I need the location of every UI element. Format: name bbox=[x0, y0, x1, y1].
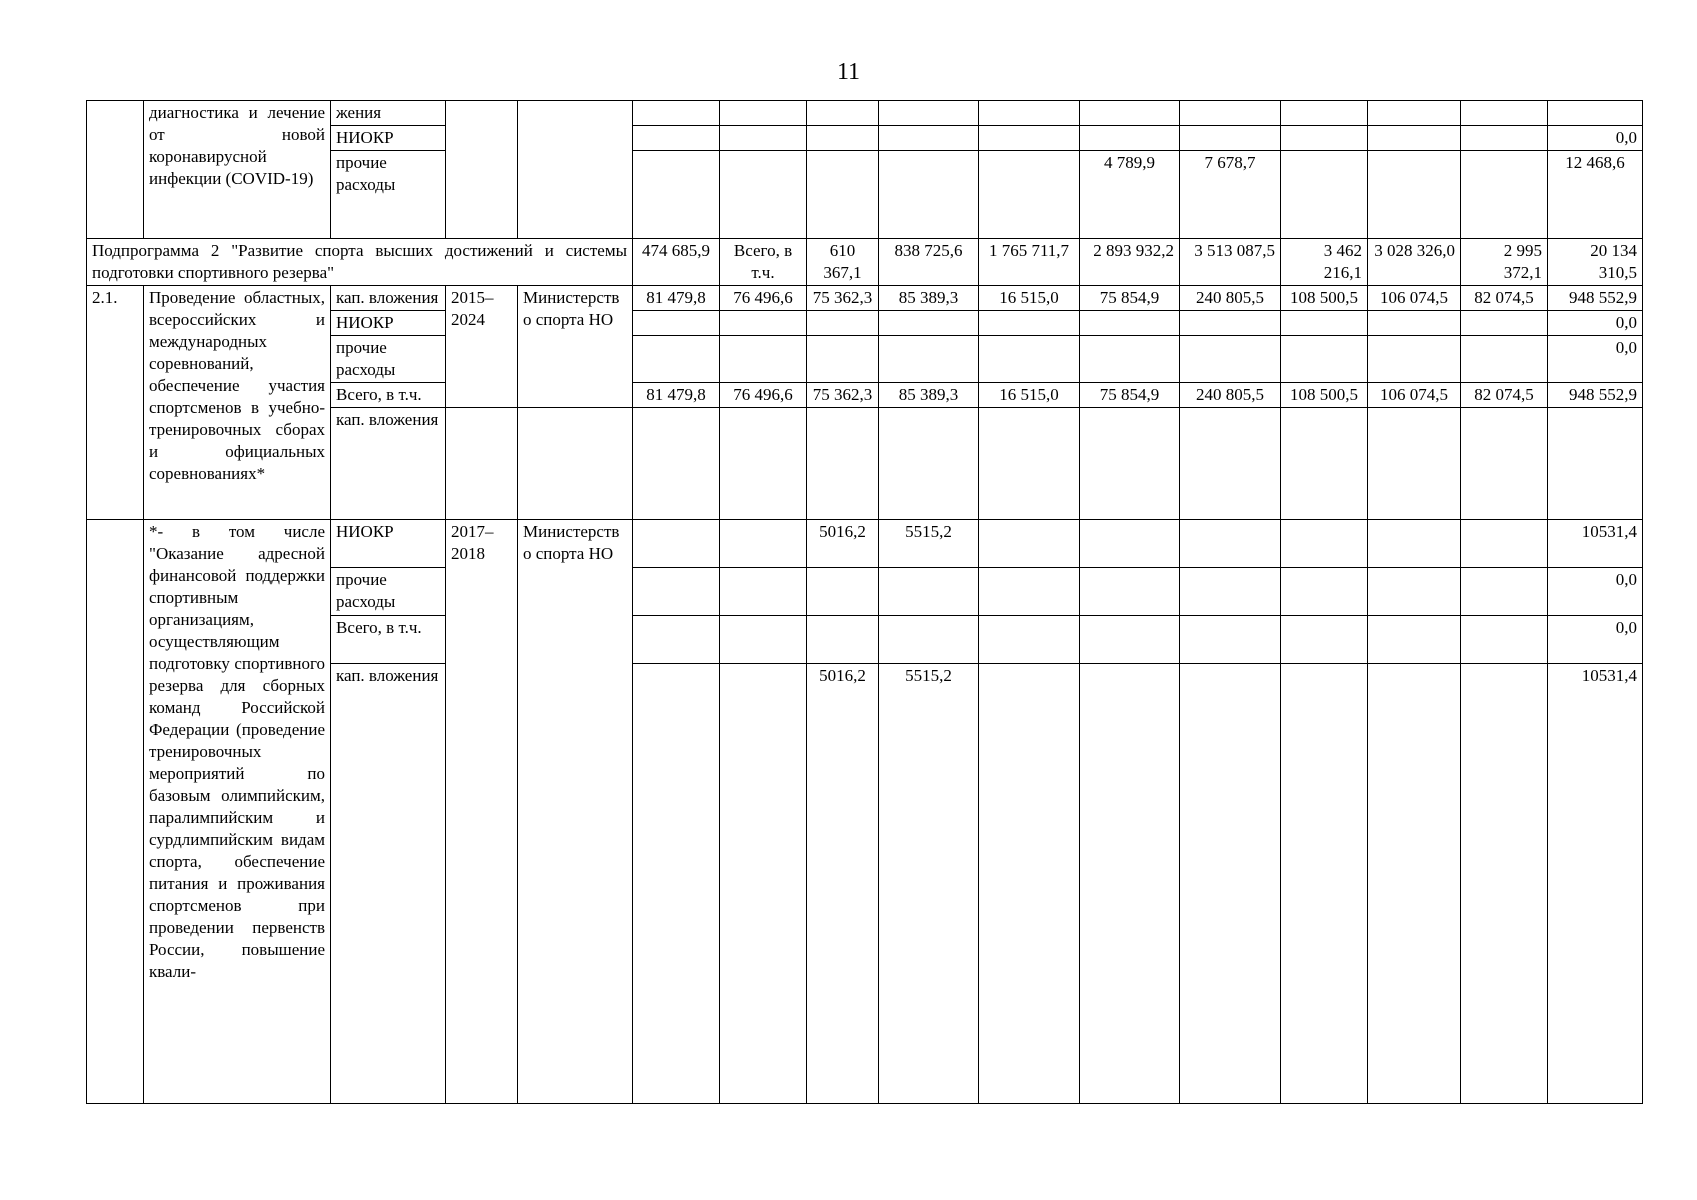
value-cell: 76 496,6 bbox=[720, 286, 807, 311]
value-cell: 3 028 326,0 bbox=[1368, 239, 1461, 286]
value-cell bbox=[633, 126, 720, 151]
value-cell bbox=[879, 126, 979, 151]
value-cell: 5515,2 bbox=[879, 664, 979, 1104]
period-cell: 2017–2018 bbox=[446, 520, 518, 1104]
subprogram-row bbox=[87, 239, 1643, 286]
total-cell: 0,0 bbox=[1548, 126, 1643, 151]
expense-type: Всего, в т.ч. bbox=[331, 616, 446, 664]
total-cell bbox=[1548, 101, 1643, 126]
value-cell bbox=[1080, 664, 1180, 1104]
value-cell bbox=[720, 408, 807, 520]
value-cell bbox=[807, 126, 879, 151]
value-cell bbox=[633, 568, 720, 616]
value-cell bbox=[720, 151, 807, 239]
period-cell: 2015–2024 bbox=[446, 286, 518, 408]
value-cell bbox=[1368, 101, 1461, 126]
executor-cell: Министерство спорта НО bbox=[518, 286, 633, 408]
item-number: 2.1. bbox=[87, 286, 144, 520]
value-cell bbox=[1180, 336, 1281, 383]
value-cell bbox=[879, 336, 979, 383]
subprogram-title: Подпрограмма 2 "Развитие спорта высших достижений и системы подготовки спортивного резерва" bbox=[87, 239, 633, 286]
expense-type: прочие расходы bbox=[331, 336, 446, 383]
value-cell bbox=[807, 311, 879, 336]
value-cell: 474 685,9 bbox=[633, 239, 720, 286]
value-cell bbox=[1180, 408, 1281, 520]
value-cell bbox=[1368, 151, 1461, 239]
value-cell bbox=[1368, 408, 1461, 520]
value-cell: 5016,2 bbox=[807, 520, 879, 568]
value-cell bbox=[1281, 408, 1368, 520]
value-cell bbox=[633, 336, 720, 383]
value-cell bbox=[979, 520, 1080, 568]
total-cell bbox=[1548, 408, 1643, 520]
value-cell bbox=[633, 664, 720, 1104]
table-row bbox=[87, 520, 1643, 568]
value-cell bbox=[979, 616, 1080, 664]
total-cell: 10531,4 bbox=[1548, 520, 1643, 568]
value-cell: 16 515,0 bbox=[979, 383, 1080, 408]
value-cell bbox=[879, 568, 979, 616]
value-cell bbox=[1368, 664, 1461, 1104]
period-cell bbox=[446, 101, 518, 239]
value-cell bbox=[979, 336, 1080, 383]
expense-type: НИОКР bbox=[331, 126, 446, 151]
value-cell: 75 362,3 bbox=[807, 383, 879, 408]
value-cell bbox=[633, 101, 720, 126]
value-cell bbox=[1080, 568, 1180, 616]
value-cell bbox=[1281, 664, 1368, 1104]
value-cell bbox=[807, 151, 879, 239]
expense-type: кап. вложения bbox=[331, 408, 446, 520]
value-cell: 85 389,3 bbox=[879, 383, 979, 408]
value-cell: 75 854,9 bbox=[1080, 383, 1180, 408]
value-cell bbox=[807, 408, 879, 520]
value-cell bbox=[979, 101, 1080, 126]
value-cell bbox=[979, 151, 1080, 239]
value-cell: 240 805,5 bbox=[1180, 286, 1281, 311]
value-cell bbox=[720, 126, 807, 151]
value-cell bbox=[633, 151, 720, 239]
value-cell bbox=[979, 408, 1080, 520]
value-cell bbox=[1461, 520, 1548, 568]
value-cell: 1 765 711,7 bbox=[979, 239, 1080, 286]
total-cell: 948 552,9 bbox=[1548, 286, 1643, 311]
value-cell bbox=[1368, 568, 1461, 616]
total-cell: 0,0 bbox=[1548, 311, 1643, 336]
value-cell bbox=[1281, 568, 1368, 616]
value-cell bbox=[1281, 311, 1368, 336]
value-cell bbox=[807, 568, 879, 616]
value-cell bbox=[879, 151, 979, 239]
value-cell: 82 074,5 bbox=[1461, 383, 1548, 408]
value-cell bbox=[1461, 336, 1548, 383]
total-cell: 20 134 310,5 bbox=[1548, 239, 1643, 286]
value-cell: 5016,2 bbox=[807, 664, 879, 1104]
value-cell bbox=[1281, 101, 1368, 126]
value-cell: 2 995 372,1 bbox=[1461, 239, 1548, 286]
value-cell bbox=[807, 101, 879, 126]
total-cell: 0,0 bbox=[1548, 568, 1643, 616]
value-cell bbox=[979, 311, 1080, 336]
value-cell bbox=[1461, 126, 1548, 151]
measure-name: *- в том числе "Оказание адресной финансовой поддержки спортивным организациям, осуществляющим подготовку спортивного резерва для сборных команд Российской Федерации (проведение тренировочных мероприятий по базовым олимпийским, паралимпийским и сурдлимпийским видам спорта, обеспечение питания и проживания спортсменов при проведении первенств России, повышение квали- bbox=[144, 520, 331, 1104]
executor-cell bbox=[518, 408, 633, 520]
value-cell bbox=[1281, 336, 1368, 383]
value-cell bbox=[1080, 311, 1180, 336]
value-cell: 5515,2 bbox=[879, 520, 979, 568]
value-cell bbox=[879, 101, 979, 126]
value-cell: 4 789,9 bbox=[1080, 151, 1180, 239]
value-cell bbox=[633, 616, 720, 664]
value-cell bbox=[720, 311, 807, 336]
expense-type: кап. вложения bbox=[331, 664, 446, 1104]
value-cell bbox=[1281, 520, 1368, 568]
total-cell: 0,0 bbox=[1548, 616, 1643, 664]
value-cell bbox=[1080, 408, 1180, 520]
table-row bbox=[87, 286, 1643, 311]
value-cell bbox=[807, 616, 879, 664]
total-cell: 12 468,6 bbox=[1548, 151, 1643, 239]
value-cell bbox=[720, 101, 807, 126]
value-cell: 16 515,0 bbox=[979, 286, 1080, 311]
total-cell: 0,0 bbox=[1548, 336, 1643, 383]
value-cell bbox=[1080, 520, 1180, 568]
value-cell bbox=[1080, 126, 1180, 151]
expense-type: НИОКР bbox=[331, 311, 446, 336]
value-cell: Всего, в т.ч. bbox=[720, 239, 807, 286]
value-cell bbox=[807, 336, 879, 383]
value-cell bbox=[633, 311, 720, 336]
value-cell bbox=[1080, 616, 1180, 664]
expense-type: жения bbox=[331, 101, 446, 126]
value-cell: 7 678,7 bbox=[1180, 151, 1281, 239]
value-cell: 610 367,1 bbox=[807, 239, 879, 286]
value-cell bbox=[1180, 126, 1281, 151]
budget-table bbox=[86, 100, 1643, 1104]
executor-cell bbox=[518, 101, 633, 239]
page-number: 11 bbox=[836, 59, 861, 85]
value-cell bbox=[1368, 126, 1461, 151]
value-cell: 106 074,5 bbox=[1368, 286, 1461, 311]
value-cell: 108 500,5 bbox=[1281, 383, 1368, 408]
value-cell: 108 500,5 bbox=[1281, 286, 1368, 311]
value-cell: 838 725,6 bbox=[879, 239, 979, 286]
value-cell: 3 513 087,5 bbox=[1180, 239, 1281, 286]
value-cell bbox=[979, 568, 1080, 616]
value-cell bbox=[720, 520, 807, 568]
value-cell bbox=[1180, 664, 1281, 1104]
value-cell bbox=[1368, 336, 1461, 383]
value-cell bbox=[879, 311, 979, 336]
value-cell bbox=[1281, 126, 1368, 151]
item-number bbox=[87, 520, 144, 1104]
total-cell: 10531,4 bbox=[1548, 664, 1643, 1104]
value-cell bbox=[1461, 151, 1548, 239]
expense-type: кап. вложения bbox=[331, 286, 446, 311]
value-cell: 75 362,3 bbox=[807, 286, 879, 311]
value-cell bbox=[720, 568, 807, 616]
value-cell bbox=[1080, 101, 1180, 126]
value-cell: 75 854,9 bbox=[1080, 286, 1180, 311]
value-cell bbox=[1461, 101, 1548, 126]
expense-type: НИОКР bbox=[331, 520, 446, 568]
value-cell bbox=[1461, 311, 1548, 336]
executor-cell: Министерство спорта НО bbox=[518, 520, 633, 1104]
value-cell bbox=[1461, 568, 1548, 616]
value-cell bbox=[1368, 520, 1461, 568]
value-cell bbox=[879, 616, 979, 664]
value-cell: 240 805,5 bbox=[1180, 383, 1281, 408]
period-cell bbox=[446, 408, 518, 520]
value-cell bbox=[879, 408, 979, 520]
value-cell: 3 462 216,1 bbox=[1281, 239, 1368, 286]
measure-name: диагностика и лечение от новой коронавирусной инфекции (COVID-19) bbox=[144, 101, 331, 239]
value-cell: 85 389,3 bbox=[879, 286, 979, 311]
total-cell: 948 552,9 bbox=[1548, 383, 1643, 408]
value-cell bbox=[633, 520, 720, 568]
value-cell bbox=[979, 664, 1080, 1104]
value-cell: 2 893 932,2 bbox=[1080, 239, 1180, 286]
value-cell bbox=[1180, 616, 1281, 664]
value-cell: 106 074,5 bbox=[1368, 383, 1461, 408]
measure-name: Проведение областных, всероссийских и международных соревнований, обеспечение участия спортсменов в учебно-тренировочных сборах и официальных соревнованиях* bbox=[144, 286, 331, 520]
value-cell bbox=[1281, 151, 1368, 239]
value-cell: 81 479,8 bbox=[633, 286, 720, 311]
value-cell bbox=[1180, 311, 1281, 336]
value-cell bbox=[1368, 616, 1461, 664]
value-cell bbox=[720, 616, 807, 664]
value-cell bbox=[1461, 408, 1548, 520]
value-cell bbox=[1368, 311, 1461, 336]
value-cell bbox=[1180, 568, 1281, 616]
value-cell: 81 479,8 bbox=[633, 383, 720, 408]
value-cell bbox=[720, 336, 807, 383]
value-cell: 76 496,6 bbox=[720, 383, 807, 408]
value-cell bbox=[979, 126, 1080, 151]
value-cell bbox=[1180, 101, 1281, 126]
expense-type: Всего, в т.ч. bbox=[331, 383, 446, 408]
value-cell bbox=[1180, 520, 1281, 568]
table-row bbox=[87, 101, 1643, 126]
value-cell: 82 074,5 bbox=[1461, 286, 1548, 311]
expense-type: прочие расходы bbox=[331, 568, 446, 616]
value-cell bbox=[1461, 616, 1548, 664]
value-cell bbox=[633, 408, 720, 520]
expense-type: прочие расходы bbox=[331, 151, 446, 239]
cell-number bbox=[87, 101, 144, 239]
value-cell bbox=[720, 664, 807, 1104]
value-cell bbox=[1080, 336, 1180, 383]
value-cell bbox=[1461, 664, 1548, 1104]
value-cell bbox=[1281, 616, 1368, 664]
